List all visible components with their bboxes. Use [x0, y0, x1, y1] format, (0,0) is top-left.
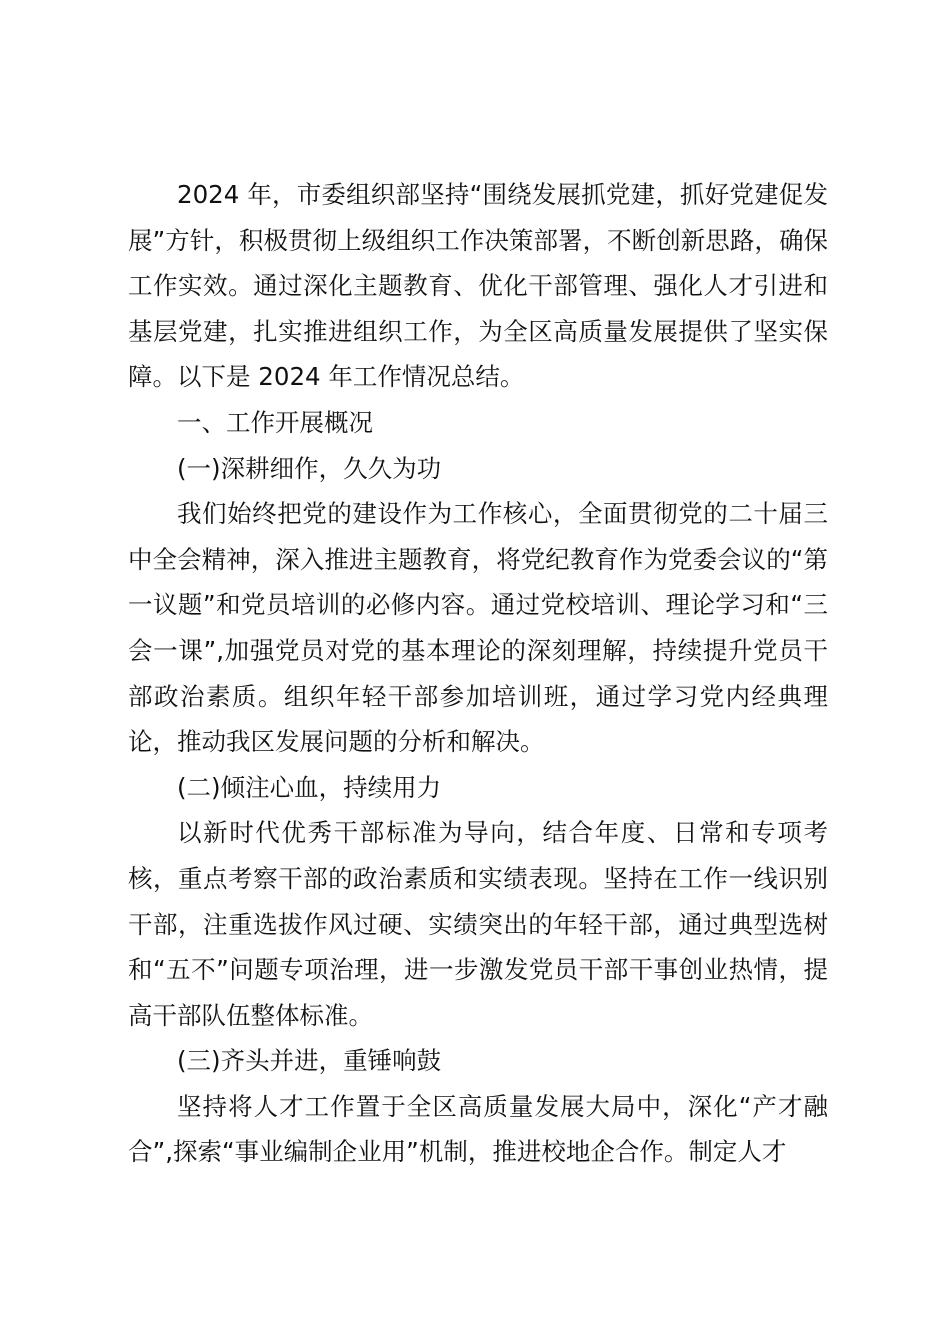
- subsection-heading-1: (一)深耕细作，久久为功: [177, 453, 442, 483]
- document-body: [128, 172, 828, 1175]
- subsection-heading-2: (二)倾注心血，持续用力: [177, 772, 442, 802]
- subsection-paragraph-2: 以新时代优秀干部标准为导向，结合年度、日常和专项考核，重点考察干部的政治素质和实绩表现。坚持在工作一线识别干部，注重选拔作风过硬、实绩突出的年轻干部，通过典型选树和“五不”问题专项治理，进一步激发党员干部干事创业热情，提高干部队伍整体标准。: [128, 818, 828, 1030]
- subsection-heading-3: (三)齐头并进，重锤响鼓: [177, 1046, 442, 1076]
- section-heading-overview: 一、工作开展概况: [177, 407, 373, 437]
- subsection-paragraph-1: 我们始终把党的建设作为工作核心，全面贯彻党的二十届三中全会精神，深入推进主题教育，将党纪教育作为党委会议的“第一议题”和党员培训的必修内容。通过党校培训、理论学习和“三会一课”,加强党员对党的基本理论的深刻理解，持续提升党员干部政治素质。组织年轻干部参加培训班，通过学习党内经典理论，推动我区发展问题的分析和解决。: [128, 499, 828, 757]
- subsection-paragraph-3: 坚持将人才工作置于全区高质量发展大局中，深化“产才融合”,探索“事业编制企业用”机制，推进校地企合作。制定人才: [128, 1091, 828, 1167]
- intro-paragraph: 2024 年，市委组织部坚持“围绕发展抓党建，抓好党建促发展”方针，积极贯彻上级组织工作决策部署，不断创新思路，确保工作实效。通过深化主题教育、优化干部管理、强化人才引进和基层党建，扎实推进组织工作，为全区高质量发展提供了坚实保障。以下是 2024 年工作情况总结。: [128, 180, 828, 392]
